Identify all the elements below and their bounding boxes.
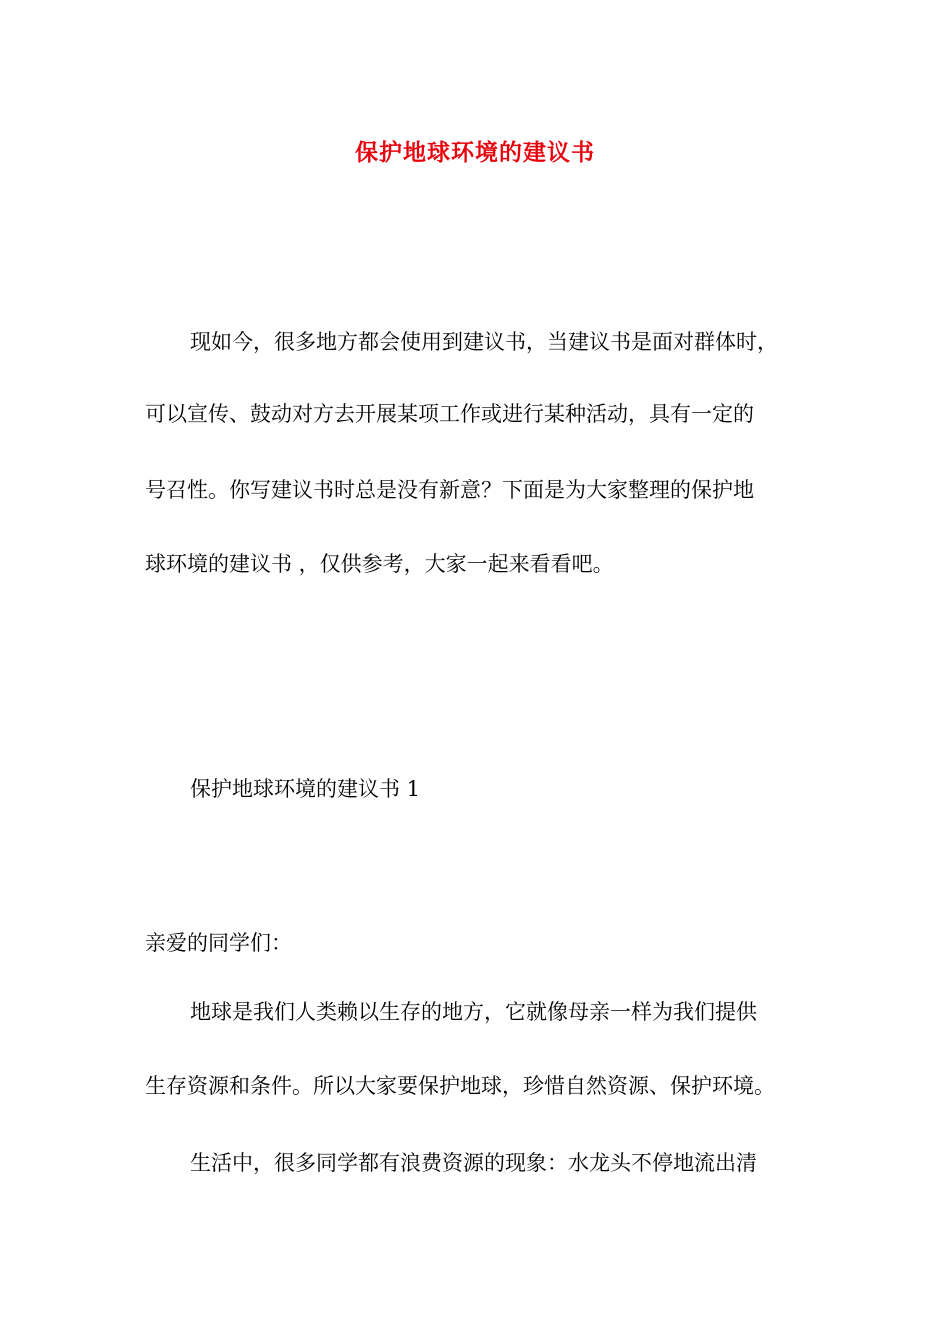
body-line-3: 生活中，很多同学都有浪费资源的现象：水龙头不停地流出清 bbox=[190, 1151, 757, 1175]
section-heading: 保护地球环境的建议书 1 bbox=[190, 777, 421, 801]
intro-line-2: 可以宣传、鼓动对方去开展某项工作或进行某种活动，具有一定的 bbox=[145, 402, 754, 426]
intro-line-3: 号召性。你写建议书时总是没有新意？下面是为大家整理的保护地 bbox=[145, 478, 754, 502]
document-title: 保护地球环境的建议书 bbox=[355, 139, 595, 166]
salutation: 亲爱的同学们： bbox=[145, 931, 292, 955]
intro-line-4: 球环境的建议书 ，仅供参考，大家一起来看看吧。 bbox=[145, 552, 614, 576]
body-line-1: 地球是我们人类赖以生存的地方，它就像母亲一样为我们提供 bbox=[190, 1000, 757, 1024]
intro-line-1: 现如今，很多地方都会使用到建议书，当建议书是面对群体时， bbox=[190, 330, 778, 354]
body-line-2: 生存资源和条件。所以大家要保护地球，珍惜自然资源、保护环境。 bbox=[145, 1074, 775, 1098]
